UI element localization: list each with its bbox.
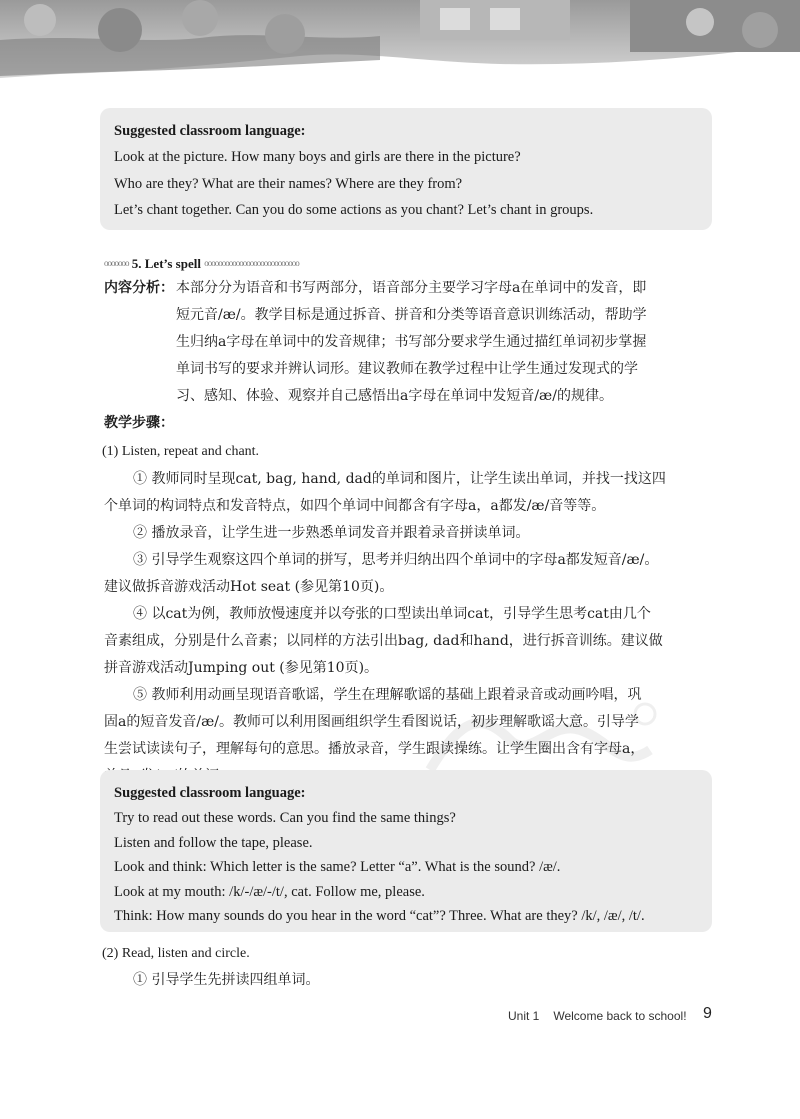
step-line: 个单词的构词特点和发音特点，如四个单词中间都含有字母a，a都发/æ/音等等。 [104, 498, 606, 514]
header-banner [0, 0, 800, 80]
box2-title: Suggested classroom language: [114, 785, 306, 801]
step-line: 建议做拆音游戏活动Hot seat (参见第10页)。 [104, 579, 394, 595]
step-line: ⑤ 教师利用动画呈现语音歌谣，学生在理解歌谣的基础上跟着录音或动画吟唱，巩 [133, 687, 642, 703]
banner-illustration [0, 0, 800, 80]
footer-title: Welcome back to school! [553, 1009, 687, 1023]
step-line: ① 引导学生先拼读四组单词。 [133, 972, 320, 988]
section-title: 5. Let’s spell [131, 256, 201, 271]
step-line: 生尝试读读句子，理解每句的意思。播放录音，学生跟读操练。让学生圈出含有字母a， [104, 741, 645, 757]
step-line: 拼音游戏活动Jumping out (参见第10页)。 [104, 660, 379, 676]
box2-line: Look and think: Which letter is the same? Letter “a”. What is the sound? /æ/. [114, 859, 561, 876]
box2-line: Think: How many sounds do you hear in the word “cat”? Three. What are they? /k/, /æ/, /t/. [114, 908, 645, 925]
step-line: ④ 以cat为例，教师放慢速度并以夸张的口型读出单词cat，引导学生思考cat由几个 [133, 606, 651, 622]
step-line: 固a的短音发音/æ/。教师可以利用图画组织学生看图说话，初步理解歌谣大意。引导学 [104, 714, 639, 730]
box2-line: Look at my mouth: /k/-/æ/-/t/, cat. Follow me, please. [114, 883, 425, 900]
box1-title: Suggested classroom language: [114, 123, 306, 139]
page-footer [508, 1009, 687, 1023]
heading-dots-right: ooooooooooooooooooooooooooo [204, 258, 299, 268]
classroom-language-box-1 [100, 108, 712, 230]
step-line: 音素组成，分别是什么音素；以同样的方法引出bag, dad和hand，进行拆音训练。建议做 [104, 633, 663, 649]
analysis-line: 单词书写的要求并辨认词形。建议教师在教学过程中让学生通过发现式的学 [176, 361, 638, 377]
step-line: ③ 引导学生观察这四个单词的拼写，思考并归纳出四个单词中的字母a都发短音/æ/。 [133, 552, 659, 568]
step-line: ① 教师同时呈现cat, bag, hand, dad的单词和图片，让学生读出单词，并找一找这四 [133, 471, 666, 487]
page-number: 9 [703, 1005, 712, 1022]
part1-title: (1) Listen, repeat and chant. [102, 444, 260, 459]
steps-label: 教学步骤： [104, 415, 174, 431]
classroom-language-box-2 [100, 770, 712, 932]
section-heading [104, 256, 299, 272]
heading-dots-left: ooooooo [104, 258, 129, 268]
box1-line: Let’s chant together. Can you do some actions as you chant? Let’s chant in groups. [114, 202, 594, 219]
analysis-line: 本部分分为语音和书写两部分，语音部分主要学习字母a在单词中的发音，即 [176, 280, 647, 296]
footer-unit: Unit 1 [508, 1009, 540, 1023]
box2-line: Listen and follow the tape, please. [114, 834, 313, 851]
box1-line: Look at the picture. How many boys and girls are there in the picture? [114, 149, 521, 165]
analysis-line: 生归纳a字母在单词中的发音规律；书写部分要求学生通过描红单词初步掌握 [176, 334, 647, 350]
part2-title: (2) Read, listen and circle. [102, 946, 250, 961]
analysis-line: 习、感知、体验、观察并自己感悟出a字母在单词中发短音/æ/的规律。 [176, 388, 613, 404]
box1-line: Who are they? What are their names? Where are they from? [114, 175, 463, 192]
analysis-line: 短元音/æ/。教学目标是通过拆音、拼音和分类等语音意识训练活动，帮助学 [176, 307, 647, 323]
box2-line: Try to read out these words. Can you find the same things? [114, 810, 456, 826]
step-line: ② 播放录音，让学生进一步熟悉单词发音并跟着录音拼读单词。 [133, 525, 530, 541]
analysis-label: 内容分析： [104, 280, 174, 296]
